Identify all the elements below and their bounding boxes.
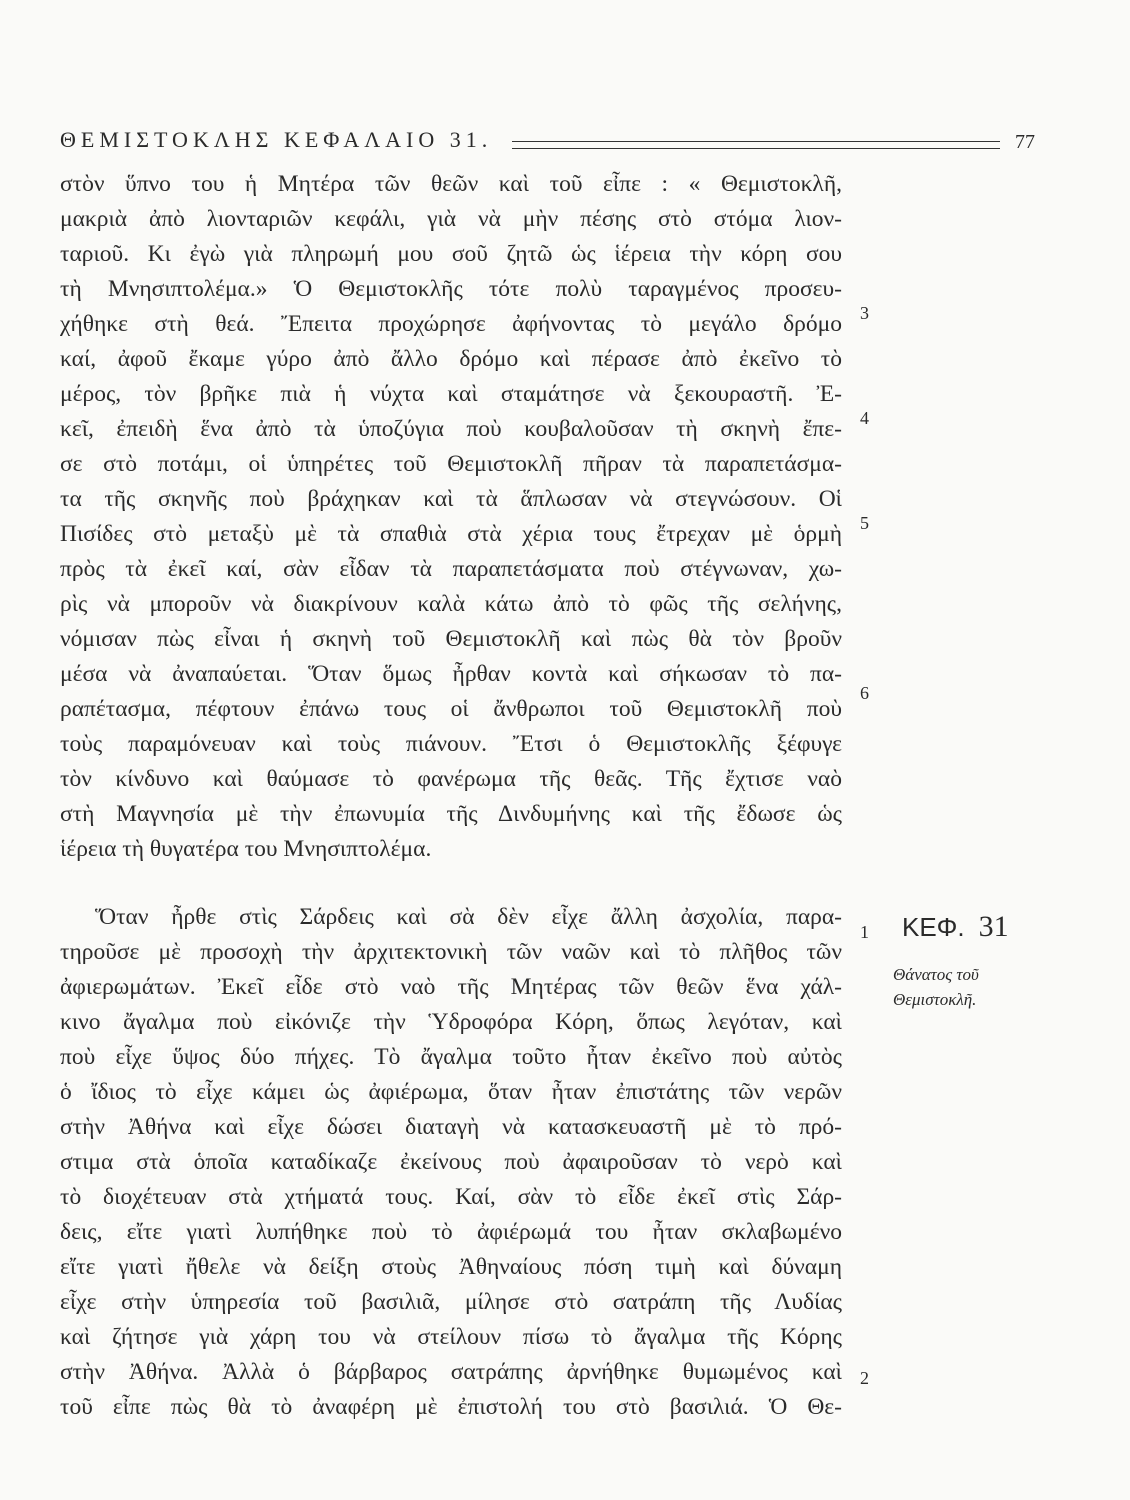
section-number: 2 (860, 1368, 869, 1388)
text-line: κινο ἄγαλμα ποὺ εἰκόνιζε τὴν Ὑδροφόρα Κόρη, ὅπως λεγόταν, καὶ (60, 1009, 842, 1035)
text-line: κεῖ, ἐπειδὴ ἕνα ἀπὸ τὰ ὑποζύγια ποὺ κουβαλοῦσαν τὴ σκηνὴ ἔπε- (60, 416, 842, 442)
text-line: χήθηκε στὴ θεά. Ἔπειτα προχώρησε ἀφήνοντας τὸ μεγάλο δρόμο (60, 311, 842, 337)
chapter-subtitle-line: Θάνατος τοῦ (893, 965, 979, 984)
text-line: μέρος, τὸν βρῆκε πιὰ ἡ νύχτα καὶ σταμάτησε νὰ ξεκουραστῆ. Ἐ- (60, 381, 842, 407)
text-line: ἱέρεια τὴ θυγατέρα του Μνησιπτολέμα. (60, 836, 432, 862)
text-line: πρὸς τὰ ἐκεῖ καί, σὰν εἶδαν τὰ παραπετάσματα ποὺ στέγνωναν, χω- (60, 556, 842, 582)
text-line: ραπέτασμα, πέφτουν ἐπάνω τους οἱ ἄνθρωποι τοῦ Θεμιστοκλῆ ποὺ (60, 696, 842, 722)
text-line: σε στὸ ποτάμι, οἱ ὑπηρέτες τοῦ Θεμιστοκλῆ πῆραν τὰ παραπετάσμα- (60, 451, 842, 477)
text-line: τηροῦσε μὲ προσοχὴ τὴν ἀρχιτεκτονικὴ τῶν ναῶν καὶ τὸ πλῆθος τῶν (60, 939, 842, 965)
chapter-number: 31 (978, 910, 1009, 943)
chapter-subtitle (893, 962, 1073, 1012)
chapter-label: ΚΕΦ. (902, 912, 965, 942)
text-line: καί, ἀφοῦ ἔκαμε γύρο ἀπὸ ἄλλο δρόμο καὶ πέρασε ἀπὸ ἐκεῖνο τὸ (60, 346, 842, 372)
page-number: 77 (1015, 131, 1035, 153)
section-number: 3 (860, 303, 869, 323)
text-line: στὴν Ἀθήνα. Ἀλλὰ ὁ βάρβαρος σατράπης ἀρνήθηκε θυμωμένος καὶ (60, 1359, 842, 1385)
text-line: εἶχε στὴν ὑπηρεσία τοῦ βασιλιᾶ, μίλησε στὸ σατράπη τῆς Λυδίας (60, 1289, 842, 1315)
text-line: στιμα στὰ ὁποῖα καταδίκαζε ἐκείνους ποὺ ἀφαιροῦσαν τὸ νερὸ καὶ (60, 1149, 842, 1175)
text-line: νόμισαν πὼς εἶναι ἡ σκηνὴ τοῦ Θεμιστοκλῆ καὶ πὼς θὰ τὸν βροῦν (60, 626, 842, 652)
text-line: Ὅταν ἦρθε στὶς Σάρδεις καὶ σὰ δὲν εἶχε ἄλλη ἀσχολία, παρα- (95, 904, 842, 930)
header-rule (512, 141, 1000, 149)
section-number: 6 (860, 683, 869, 703)
chapter-subtitle-line: Θεμιστοκλῆ. (893, 990, 977, 1009)
header-title: ΘΕΜΙΣΤΟΚΛΗΣ ΚΕΦΑΛΑΙΟ 31. (60, 127, 493, 152)
text-line: τοὺς παραμόνευαν καὶ τοὺς πιάνουν. Ἔτσι ὁ Θεμιστοκλῆς ξέφυγε (60, 731, 842, 757)
text-line: τὸν κίνδυνο καὶ θαύμασε τὸ φανέρωμα τῆς θεᾶς. Τῆς ἔχτισε ναὸ (60, 766, 842, 792)
chapter-heading (902, 910, 1009, 944)
text-line: εἴτε γιατὶ ἤθελε νὰ δείξη στοὺς Ἀθηναίους πόση τιμὴ καὶ δύναμη (60, 1254, 842, 1280)
text-line: μέσα νὰ ἀναπαύεται. Ὅταν ὅμως ἦρθαν κοντὰ καὶ σήκωσαν τὸ πα- (60, 661, 842, 687)
text-line: στὴν Ἀθήνα καὶ εἶχε δώσει διαταγὴ νὰ κατασκευαστῆ μὲ τὸ πρό- (60, 1114, 842, 1140)
section-number: 1 (860, 922, 869, 942)
text-line: στὴ Μαγνησία μὲ τὴν ἐπωνυμία τῆς Δινδυμήνης καὶ τῆς ἔδωσε ὡς (60, 801, 842, 827)
section-number: 4 (860, 408, 869, 428)
text-line: καὶ ζήτησε γιὰ χάρη του νὰ στείλουν πίσω τὸ ἄγαλμα τῆς Κόρης (60, 1324, 842, 1350)
text-line: ἀφιερωμάτων. Ἐκεῖ εἶδε στὸ ναὸ τῆς Μητέρας τῶν θεῶν ἕνα χάλ- (60, 974, 842, 1000)
running-header (60, 125, 1060, 165)
text-line: δεις, εἴτε γιατὶ λυπήθηκε ποὺ τὸ ἀφιέρωμά του ἦταν σκλαβωμένο (60, 1219, 842, 1245)
text-line: τὸ διοχέτευαν στὰ χτήματά τους. Καί, σὰν τὸ εἶδε ἐκεῖ στὶς Σάρ- (60, 1184, 842, 1210)
text-line: ταριοῦ. Κι ἐγὼ γιὰ πληρωμή μου σοῦ ζητῶ ὡς ἱέρεια τὴν κόρη σου (60, 241, 842, 267)
text-line: Πισίδες στὸ μεταξὺ μὲ τὰ σπαθιὰ στὰ χέρια τους ἔτρεχαν μὲ ὁρμὴ (60, 521, 842, 547)
text-line: τοῦ εἶπε πὼς θὰ τὸ ἀναφέρη μὲ ἐπιστολή του στὸ βασιλιά. Ὁ Θε- (60, 1394, 842, 1420)
text-line: ὁ ἴδιος τὸ εἶχε κάμει ὡς ἀφιέρωμα, ὅταν ἦταν ἐπιστάτης τῶν νερῶν (60, 1079, 842, 1105)
text-line: μακριὰ ἀπὸ λιονταριῶν κεφάλι, γιὰ νὰ μὴν πέσης στὸ στόμα λιον- (60, 206, 842, 232)
text-line: ποὺ εἶχε ὕψος δύο πήχες. Τὸ ἄγαλμα τοῦτο ἦταν ἐκεῖνο ποὺ αὐτὸς (60, 1044, 842, 1070)
text-line: τα τῆς σκηνῆς ποὺ βράχηκαν καὶ τὰ ἅπλωσαν νὰ στεγνώσουν. Οἱ (60, 486, 842, 512)
text-line: τὴ Μνησιπτολέμα.» Ὁ Θεμιστοκλῆς τότε πολὺ ταραγμένος προσευ- (60, 276, 842, 302)
section-number: 5 (860, 513, 869, 533)
text-line: ρὶς νὰ μποροῦν νὰ διακρίνουν καλὰ κάτω ἀπὸ τὸ φῶς τῆς σελήνης, (60, 591, 842, 617)
text-line: στὸν ὕπνο του ἡ Μητέρα τῶν θεῶν καὶ τοῦ εἶπε : « Θεμιστοκλῆ, (60, 171, 842, 197)
